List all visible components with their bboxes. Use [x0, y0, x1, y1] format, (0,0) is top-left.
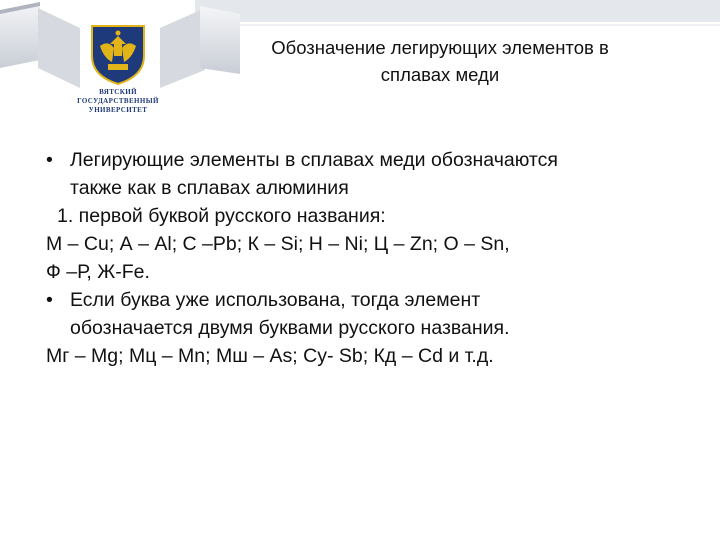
bullet-item-2	[46, 286, 696, 314]
bullet-marker: •	[46, 149, 53, 171]
logo-line-3: УНИВЕРСИТЕТ	[88, 106, 148, 114]
bullet-marker: •	[46, 289, 53, 311]
numbered-item-1: 1. первой буквой русского названия:	[57, 205, 386, 227]
title-line-1: Обозначение легирующих элементов в	[271, 37, 609, 58]
bullet-1-text-line-1: Легирующие элементы в сплавах меди обозначаются	[70, 149, 558, 171]
shield-emblem-icon	[86, 22, 150, 86]
bullet-item-1	[46, 146, 696, 174]
university-logo	[68, 20, 168, 128]
slide-title	[205, 34, 675, 88]
examples-line-1: М – Cu; А – Al; С –Pb; К – Si; Н – Ni; Ц – Zn; О – Sn,	[46, 233, 510, 255]
logo-line-2: ГОСУДАРСТВЕННЫЙ	[77, 97, 159, 105]
bullet-2-text-line-1: Если буква уже использована, тогда элемент	[70, 289, 481, 311]
examples-line-2: Ф –Р, Ж-Fe.	[46, 261, 150, 283]
examples-line-3: Мг – Mg; Мц – Mn; Мш – As; Су- Sb; Кд – Cd и т.д.	[46, 345, 494, 367]
slide-body	[46, 146, 696, 370]
bullet-2-text-line-2: обозначается двумя буквами русского названия.	[70, 317, 510, 339]
logo-caption	[68, 88, 168, 115]
title-line-2: сплавах меди	[380, 64, 500, 85]
bullet-1-text-line-2: также как в сплавах алюминия	[70, 177, 349, 199]
logo-line-1: ВЯТСКИЙ	[99, 88, 137, 96]
